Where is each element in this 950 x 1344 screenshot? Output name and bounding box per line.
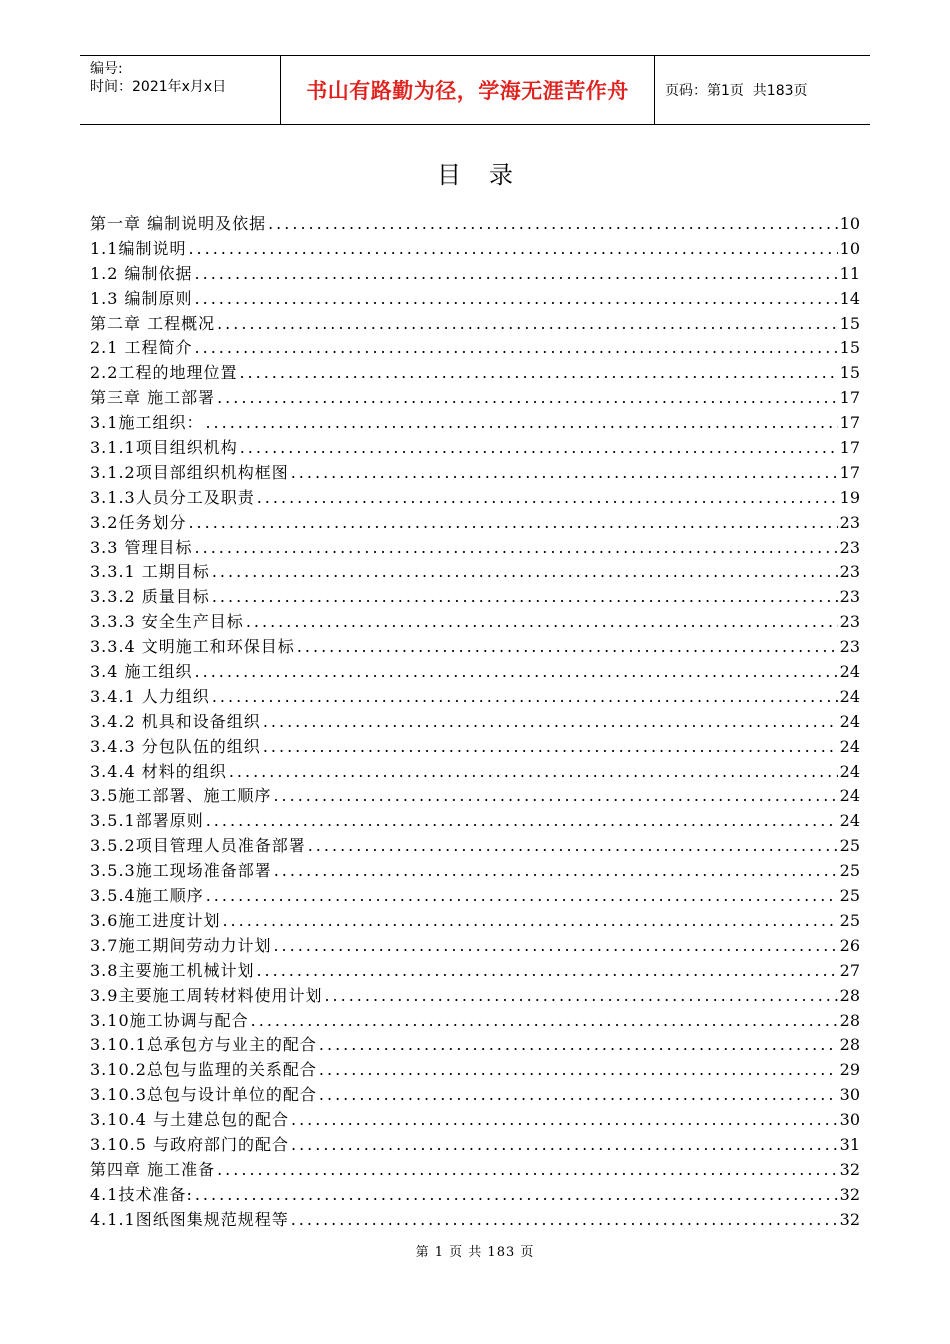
toc-entry-page: 32 — [839, 1209, 860, 1229]
toc-leader-dots — [268, 212, 838, 237]
toc-entry-page: 25 — [839, 910, 860, 930]
toc-entry[interactable] — [90, 386, 860, 411]
toc-entry[interactable] — [90, 784, 860, 809]
toc-entry-label: 2.2工程的地理位置 — [90, 363, 238, 383]
toc-entry-label: 3.3 管理目标 — [90, 537, 193, 557]
toc-entry-label: 1.3 编制原则 — [90, 288, 193, 308]
toc-entry-label: 3.1施工组织： — [90, 413, 204, 433]
toc-entry[interactable] — [90, 1158, 860, 1183]
toc-leader-dots — [319, 1033, 838, 1058]
toc-entry-page: 10 — [839, 238, 860, 258]
toc-entry[interactable] — [90, 635, 860, 660]
toc-entry[interactable] — [90, 735, 860, 760]
toc-entry[interactable] — [90, 511, 860, 536]
toc-entry-label: 3.1.3人员分工及职责 — [90, 487, 255, 507]
toc-entry-page: 19 — [839, 487, 860, 507]
toc-entry[interactable] — [90, 1108, 860, 1133]
toc-entry-page: 24 — [839, 761, 860, 781]
toc-entry[interactable] — [90, 760, 860, 785]
toc-leader-dots — [229, 760, 838, 785]
document-time: 时间：2021年x月x日 — [90, 79, 227, 95]
toc-entry-page: 23 — [839, 562, 860, 582]
toc-entry-label: 3.10施工协调与配合 — [90, 1010, 249, 1030]
toc-entry-label: 3.10.5 与政府部门的配合 — [90, 1134, 289, 1154]
toc-entry[interactable] — [90, 312, 860, 337]
toc-entry-page: 31 — [839, 1134, 860, 1154]
toc-leader-dots — [263, 735, 838, 760]
document-number-label: 编号: — [90, 61, 123, 77]
toc-entry[interactable] — [90, 461, 860, 486]
toc-leader-dots — [212, 585, 838, 610]
toc-entry[interactable] — [90, 237, 860, 262]
toc-entry-label: 3.10.3总包与设计单位的配合 — [90, 1085, 317, 1105]
toc-entry-page: 30 — [839, 1085, 860, 1105]
toc-entry[interactable] — [90, 685, 860, 710]
toc-entry-page: 23 — [839, 612, 860, 632]
toc-leader-dots — [239, 361, 837, 386]
toc-entry[interactable] — [90, 1208, 860, 1233]
toc-entry-label: 3.1.2项目部组织机构框图 — [90, 462, 289, 482]
toc-leader-dots — [246, 610, 838, 635]
toc-entry[interactable] — [90, 1033, 860, 1058]
toc-entry-label: 3.2任务划分 — [90, 512, 187, 532]
toc-entry[interactable] — [90, 212, 860, 237]
toc-entry[interactable] — [90, 610, 860, 635]
toc-title: 目录 — [437, 161, 541, 189]
toc-leader-dots — [251, 1009, 838, 1034]
toc-leader-dots — [217, 312, 838, 337]
toc-leader-dots — [291, 461, 838, 486]
toc-entry-page: 28 — [839, 1010, 860, 1030]
toc-leader-dots — [206, 809, 838, 834]
toc-entry-label: 3.3.1 工期目标 — [90, 562, 210, 582]
toc-leader-dots — [188, 237, 837, 262]
toc-entry[interactable] — [90, 884, 860, 909]
toc-entry[interactable] — [90, 536, 860, 561]
toc-entry-page: 17 — [839, 413, 860, 433]
toc-entry-label: 第三章 施工部署 — [90, 388, 216, 408]
toc-leader-dots — [212, 685, 838, 710]
toc-entry-page: 24 — [839, 686, 860, 706]
toc-leader-dots — [319, 1083, 838, 1108]
toc-entry-label: 3.10.4 与土建总包的配合 — [90, 1110, 289, 1130]
toc-entry-page: 15 — [839, 363, 860, 383]
toc-entry-label: 3.8主要施工机械计划 — [90, 960, 255, 980]
toc-leader-dots — [217, 1158, 838, 1183]
toc-entry-page: 17 — [839, 438, 860, 458]
toc-leader-dots — [195, 336, 838, 361]
toc-entry-page: 10 — [839, 214, 860, 233]
toc-entry-label: 3.4.2 机具和设备组织 — [90, 711, 261, 731]
toc-entry-page: 25 — [839, 861, 860, 881]
toc-entry[interactable] — [90, 1058, 860, 1083]
toc-entry-page: 23 — [839, 537, 860, 557]
toc-entry-label: 3.10.1总承包方与业主的配合 — [90, 1035, 317, 1055]
toc-entry-label: 3.3.3 安全生产目标 — [90, 612, 244, 632]
toc-leader-dots — [195, 287, 838, 312]
toc-entry-label: 4.1.1图纸图集规范规程等 — [90, 1209, 289, 1229]
toc-leader-dots — [273, 934, 837, 959]
toc-entry-label: 3.4.1 人力组织 — [90, 686, 210, 706]
toc-leader-dots — [240, 436, 838, 461]
toc-leader-dots — [274, 859, 838, 884]
toc-entry[interactable] — [90, 262, 860, 287]
toc-entry[interactable] — [90, 411, 860, 436]
toc-leader-dots — [291, 1208, 838, 1233]
toc-entry-page: 23 — [839, 512, 860, 532]
toc-entry-label: 第四章 施工准备 — [90, 1159, 216, 1179]
toc-entry-label: 3.5.2项目管理人员准备部署 — [90, 836, 306, 856]
toc-entry-label: 3.5施工部署、施工顺序 — [90, 786, 272, 806]
toc-entry[interactable] — [90, 585, 860, 610]
page-footer: 第 1 页 共 183 页 — [415, 1245, 535, 1260]
toc-entry[interactable] — [90, 909, 860, 934]
toc-entry[interactable] — [90, 660, 860, 685]
toc-entry-label: 3.5.4施工顺序 — [90, 886, 204, 906]
toc-entry-label: 3.10.2总包与监理的关系配合 — [90, 1060, 317, 1080]
toc-entry[interactable] — [90, 287, 860, 312]
toc-entry-label: 3.6施工进度计划 — [90, 910, 221, 930]
toc-entry-label: 1.1编制说明 — [90, 238, 187, 258]
toc-entry[interactable] — [90, 859, 860, 884]
toc-leader-dots — [212, 560, 838, 585]
toc-entry-label: 3.5.3施工现场准备部署 — [90, 861, 272, 881]
toc-leader-dots — [291, 1108, 838, 1133]
toc-leader-dots — [195, 536, 838, 561]
header-motto: 书山有路勤为径，学海无涯苦作舟 — [281, 56, 655, 124]
toc-entry-page: 24 — [839, 786, 860, 806]
toc-entry-label: 第二章 工程概况 — [90, 313, 216, 333]
table-of-contents — [90, 212, 860, 1233]
toc-leader-dots — [324, 984, 837, 1009]
toc-leader-dots — [291, 1133, 838, 1158]
toc-leader-dots — [256, 959, 837, 984]
toc-entry-page: 24 — [839, 811, 860, 831]
toc-entry-page: 17 — [839, 388, 860, 408]
toc-entry-label: 3.7施工期间劳动力计划 — [90, 935, 272, 955]
toc-leader-dots — [195, 1183, 838, 1208]
toc-entry-page: 28 — [839, 1035, 860, 1055]
toc-entry[interactable] — [90, 1183, 860, 1208]
toc-entry-label: 2.1 工程简介 — [90, 338, 193, 358]
toc-entry-page: 27 — [839, 960, 860, 980]
toc-entry-page: 23 — [839, 637, 860, 657]
header-meta — [80, 56, 281, 124]
toc-entry-page: 24 — [839, 662, 860, 682]
toc-entry-page: 25 — [839, 886, 860, 906]
toc-entry-page: 24 — [839, 736, 860, 756]
toc-entry[interactable] — [90, 436, 860, 461]
toc-entry-label: 3.4 施工组织 — [90, 662, 193, 682]
toc-leader-dots — [195, 262, 838, 287]
toc-entry-page: 28 — [839, 985, 860, 1005]
toc-entry[interactable] — [90, 486, 860, 511]
toc-entry-label: 3.1.1项目组织机构 — [90, 438, 238, 458]
toc-entry-label: 3.9主要施工周转材料使用计划 — [90, 985, 323, 1005]
toc-entry[interactable] — [90, 361, 860, 386]
toc-entry-label: 第一章 编制说明及依据 — [90, 214, 267, 233]
toc-entry[interactable] — [90, 710, 860, 735]
toc-entry-page: 15 — [839, 338, 860, 358]
toc-entry[interactable] — [90, 934, 860, 959]
toc-entry-page: 23 — [839, 587, 860, 607]
toc-entry-label: 4.1技术准备: — [90, 1184, 193, 1204]
toc-leader-dots — [217, 386, 838, 411]
toc-entry-page: 30 — [839, 1110, 860, 1130]
toc-entry[interactable] — [90, 560, 860, 585]
toc-entry-label: 3.4.4 材料的组织 — [90, 761, 227, 781]
toc-leader-dots — [222, 909, 837, 934]
header-page-info-text: 页码：第1页 共183页 — [665, 83, 808, 99]
toc-leader-dots — [206, 884, 838, 909]
toc-entry[interactable] — [90, 809, 860, 834]
toc-entry[interactable] — [90, 984, 860, 1009]
toc-entry-label: 3.5.1部署原则 — [90, 811, 204, 831]
toc-leader-dots — [319, 1058, 838, 1083]
toc-entry[interactable] — [90, 959, 860, 984]
toc-entry-label: 3.3.4 文明施工和环保目标 — [90, 637, 295, 657]
document-header — [80, 55, 870, 125]
toc-entry[interactable] — [90, 1009, 860, 1034]
toc-leader-dots — [195, 660, 838, 685]
toc-entry-page: 32 — [839, 1184, 860, 1204]
toc-leader-dots — [188, 511, 837, 536]
toc-leader-dots — [263, 710, 838, 735]
toc-entry-page: 15 — [839, 313, 860, 333]
toc-entry[interactable] — [90, 1083, 860, 1108]
toc-leader-dots — [273, 784, 837, 809]
toc-leader-dots — [308, 834, 838, 859]
toc-entry-label: 3.4.3 分包队伍的组织 — [90, 736, 261, 756]
toc-entry-label: 1.2 编制依据 — [90, 263, 193, 283]
header-page-info — [655, 56, 870, 124]
toc-entry-page: 26 — [839, 935, 860, 955]
toc-entry[interactable] — [90, 1133, 860, 1158]
toc-entry-label: 3.3.2 质量目标 — [90, 587, 210, 607]
toc-entry-page: 24 — [839, 711, 860, 731]
toc-leader-dots — [205, 411, 837, 436]
toc-entry-page: 25 — [839, 836, 860, 856]
toc-entry-page: 17 — [839, 462, 860, 482]
toc-entry[interactable] — [90, 336, 860, 361]
toc-entry[interactable] — [90, 834, 860, 859]
toc-entry-page: 29 — [839, 1060, 860, 1080]
toc-entry-page: 11 — [839, 263, 860, 283]
toc-leader-dots — [257, 486, 838, 511]
toc-leader-dots — [297, 635, 838, 660]
toc-entry-page: 14 — [839, 288, 860, 308]
toc-entry-page: 32 — [839, 1159, 860, 1179]
